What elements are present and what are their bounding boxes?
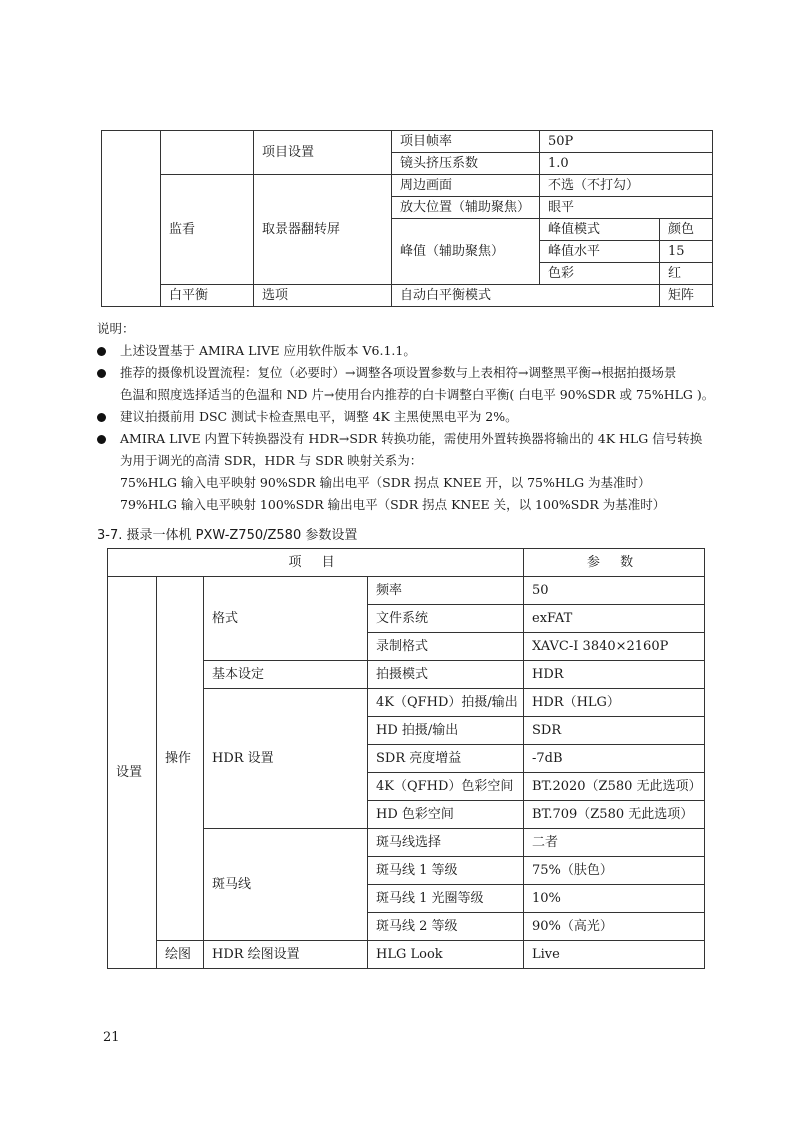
row-label: HD 拍摄/输出 — [368, 717, 524, 745]
cell-auto-wb-value: 矩阵 — [660, 285, 713, 307]
bullet-icon — [97, 347, 106, 356]
camera-settings-table-continued — [101, 130, 713, 307]
cell-auto-wb: 自动白平衡模式 — [392, 285, 660, 307]
row-label: 4K（QFHD）色彩空间 — [368, 773, 524, 801]
page-number: 21 — [103, 1030, 120, 1045]
cell-value: 50P — [540, 131, 713, 153]
row-value: 10% — [524, 885, 705, 913]
row-label: 斑马线 2 等级 — [368, 913, 524, 941]
header-item: 项 目 — [108, 549, 524, 577]
cell-proj-setting: 项目设置 — [254, 131, 392, 175]
row-value: SDR — [524, 717, 705, 745]
row-value: XAVC-I 3840×2160P — [524, 633, 705, 661]
cell-label: 镜头挤压系数 — [392, 153, 540, 175]
section-title: 3-7. 摄录一体机 PXW-Z750/Z580 参数设置 — [97, 528, 358, 543]
row-value: BT.709（Z580 无此选项） — [524, 801, 705, 829]
cell-label: 放大位置（辅助聚焦） — [392, 197, 540, 219]
note-item: 上述设置基于 AMIRA LIVE 应用软件版本 V6.1.1。 — [97, 340, 717, 362]
row-label: 录制格式 — [368, 633, 524, 661]
cell-operate: 操作 — [157, 577, 204, 941]
cell-setting: 设置 — [108, 577, 157, 969]
notes-section — [97, 318, 717, 516]
header-param: 参 数 — [524, 549, 705, 577]
row-value: HDR — [524, 661, 705, 689]
row-label: 斑马线 1 等级 — [368, 857, 524, 885]
row-value: 90%（高光） — [524, 913, 705, 941]
cell-label: 峰值水平 — [540, 241, 660, 263]
row-value: -7dB — [524, 745, 705, 773]
row-value: HDR（HLG） — [524, 689, 705, 717]
cell-value: 15 — [660, 241, 713, 263]
row-label: 文件系统 — [368, 605, 524, 633]
row-value: BT.2020（Z580 无此选项） — [524, 773, 705, 801]
cell-viewfinder: 取景器翻转屏 — [254, 175, 392, 285]
notes-list — [97, 340, 717, 516]
row-value: 二者 — [524, 829, 705, 857]
row-label: 拍摄模式 — [368, 661, 524, 689]
pxw-z750-settings-table — [107, 548, 705, 969]
note-item: 建议拍摄前用 DSC 测试卡检查黑电平，调整 4K 主黑使黑电平为 2%。 — [97, 406, 717, 428]
cell-label: 项目帧率 — [392, 131, 540, 153]
cell-label: 周边画面 — [392, 175, 540, 197]
row-value: 50 — [524, 577, 705, 605]
row-label: 4K（QFHD）拍摄/输出 — [368, 689, 524, 717]
row-label: 频率 — [368, 577, 524, 605]
cell-value: 红 — [660, 263, 713, 285]
bullet-icon — [97, 369, 106, 378]
cell-label: 色彩 — [540, 263, 660, 285]
row-value: Live — [524, 941, 705, 969]
note-item: AMIRA LIVE 内置下转换器没有 HDR→SDR 转换功能，需使用外置转换器将输出的 4K HLG 信号转换 为用于调光的高清 SDR，HDR 与 SDR 映射关系为： 75%HLG 输入电平映射 90%SDR 输出电平（SDR 拐点 KNEE 开，以 75%HLG 为基准时） 79%HLG 输入电平映射 100%SDR 输出电平（SDR 拐点 KNEE 关，以 100%SDR 为基准时） — [97, 428, 717, 516]
row-label: 斑马线选择 — [368, 829, 524, 857]
row-label: HD 色彩空间 — [368, 801, 524, 829]
row-label: HLG Look — [368, 941, 524, 969]
cell-label: 峰值模式 — [540, 219, 660, 241]
cell-hdr-setting: HDR 设置 — [204, 689, 368, 829]
bullet-icon — [97, 435, 106, 444]
notes-title: 说明： — [97, 321, 135, 336]
empty-cell — [102, 131, 161, 307]
cell-value: 不选（不打勾） — [540, 175, 713, 197]
row-label: SDR 亮度增益 — [368, 745, 524, 773]
cell-zebra: 斑马线 — [204, 829, 368, 941]
cell-value: 颜色 — [660, 219, 713, 241]
cell-monitor: 监看 — [161, 175, 254, 285]
cell-hdr-draw: HDR 绘图设置 — [204, 941, 368, 969]
cell-option: 选项 — [254, 285, 392, 307]
cell-wb: 白平衡 — [161, 285, 254, 307]
cell-basic: 基本设定 — [204, 661, 368, 689]
cell-format: 格式 — [204, 577, 368, 661]
note-item: 推荐的摄像机设置流程：复位（必要时）→调整各项设置参数与上表相符→调整黑平衡→根据拍摄场景 色温和照度选择适当的色温和 ND 片→使用台内推荐的白卡调整白平衡( 白电平 90%SDR 或 75%HLG )。 — [97, 362, 717, 406]
row-value: exFAT — [524, 605, 705, 633]
row-value: 75%（肤色） — [524, 857, 705, 885]
cell-value: 1.0 — [540, 153, 713, 175]
row-label: 斑马线 1 光圈等级 — [368, 885, 524, 913]
cell-peak: 峰值（辅助聚焦） — [392, 219, 540, 285]
cell-draw: 绘图 — [157, 941, 204, 969]
cell-value: 眼平 — [540, 197, 713, 219]
empty-cell — [161, 131, 254, 175]
bullet-icon — [97, 413, 106, 422]
